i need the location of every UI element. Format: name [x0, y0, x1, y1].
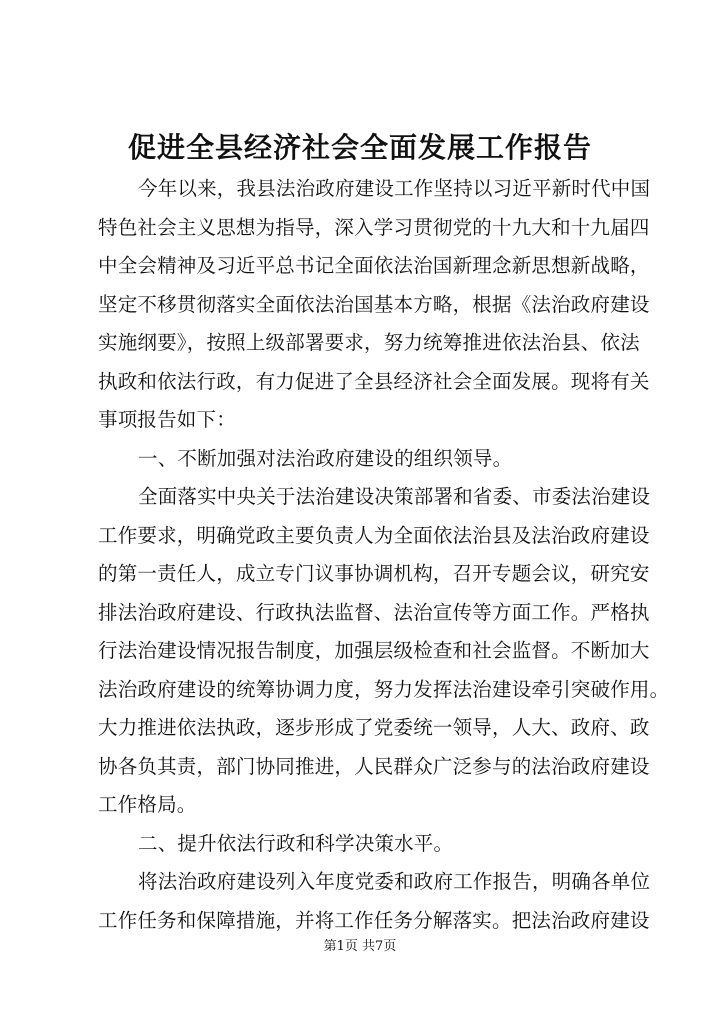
- page-footer: 第1页 共7页: [323, 939, 397, 954]
- paragraph-line: 中全会精神及习近平总书记全面依法治国新理念新思想新战略，: [98, 254, 650, 277]
- paragraph-line: 将法治政府建设列入年度党委和政府工作报告，明确各单位: [138, 870, 651, 893]
- paragraph-line: 行法治建设情况报告制度，加强层级检查和社会监督。不断加大: [98, 639, 650, 662]
- section-heading: 一、不断加强对法治政府建设的组织领导。: [138, 446, 513, 470]
- paragraph-line: 排法治政府建设、行政执法监督、法治宣传等方面工作。严格执: [98, 600, 650, 624]
- paragraph-line: 工作要求，明确党政主要负责人为全面依法治县及法治政府建设: [98, 523, 650, 547]
- paragraph-line: 的第一责任人，成立专门议事协调机构，召开专题会议，研究安: [98, 562, 650, 585]
- paragraph-line: 大力推进依法执政，逐步形成了党委统一领导，人大、政府、政: [98, 716, 650, 739]
- paragraph-line: 事项报告如下：: [98, 408, 236, 431]
- paragraph-line: 协各负其责，部门协同推进，人民群众广泛参与的法治政府建设: [98, 754, 650, 778]
- paragraph-line: 执政和依法行政，有力促进了全县经济社会全面发展。现将有关: [98, 369, 650, 393]
- section-heading: 二、提升依法行政和科学决策水平。: [138, 831, 454, 855]
- document-body: [98, 170, 670, 940]
- paragraph-line: 今年以来，我县法治政府建设工作坚持以习近平新时代中国: [138, 177, 651, 200]
- paragraph-line: 坚定不移贯彻落实全面依法治国基本方略，根据《法治政府建设: [98, 292, 650, 316]
- paragraph-line: 特色社会主义思想为指导，深入学习贯彻党的十九大和十九届四: [98, 215, 650, 239]
- paragraph-line: 法治政府建设的统筹协调力度，努力发挥法治建设牵引突破作用。: [98, 677, 670, 701]
- paragraph-line: 工作任务和保障措施，并将工作任务分解落实。把法治政府建设: [98, 908, 650, 932]
- paragraph-line: 工作格局。: [98, 793, 197, 816]
- paragraph-line: 实施纲要》，按照上级部署要求，努力统筹推进依法治县、依法: [98, 331, 640, 354]
- document-title: 促进全县经济社会全面发展工作报告: [127, 131, 592, 164]
- paragraph-line: 全面落实中央关于法治建设决策部署和省委、市委法治建设: [138, 485, 651, 508]
